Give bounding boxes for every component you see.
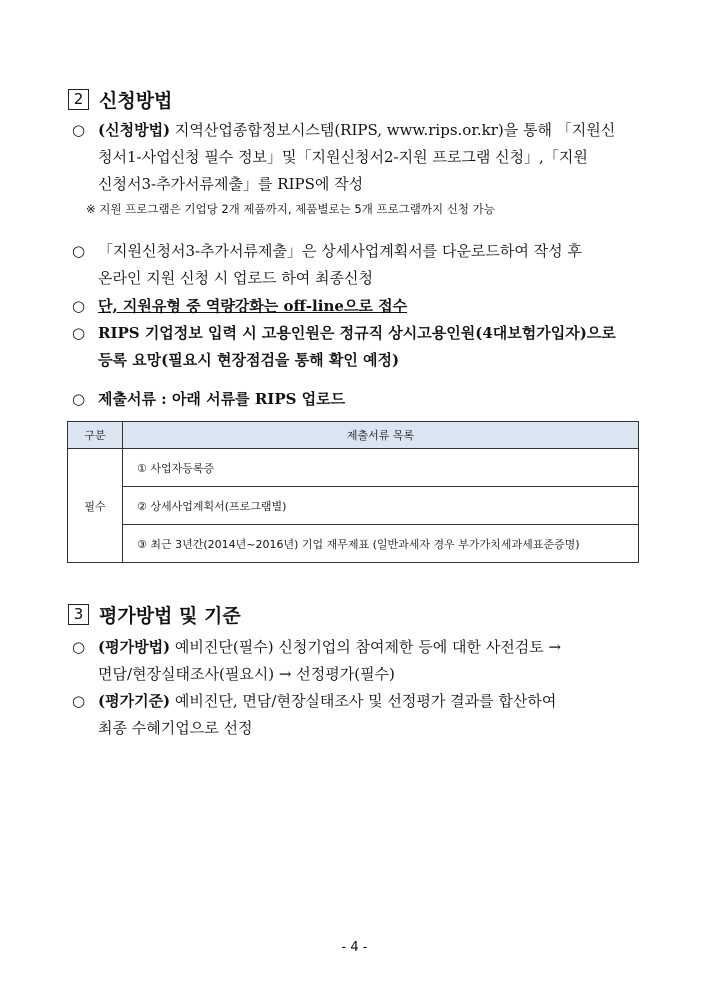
bullet-evaluation-method: ○ (평가방법) 예비진단(필수) 신청기업의 참여제한 등에 대한 사전검토 → 면담/현장실태조사(필요시) → 선정평가(필수)	[72, 638, 562, 683]
bullet-lead: (평가기준)	[98, 692, 171, 710]
table-row	[68, 525, 639, 563]
bullet-lead: (평가방법)	[98, 638, 171, 656]
page-number: - 4 -	[341, 940, 368, 955]
bullet-submission-docs: ○ 제출서류 : 아래 서류를 RIPS 업로드	[72, 390, 346, 408]
section-title: 평가방법 및 기준	[99, 605, 241, 627]
section-number: 3	[68, 604, 89, 625]
section-title: 신청방법	[99, 90, 173, 112]
submission-docs-table	[67, 421, 639, 563]
table-header: 제출서류 목록	[123, 422, 639, 449]
bullet-application-method: ○ (신청방법) 지역산업종합정보시스템(RIPS, www.rips.or.kr)을 통해 「지원신 청서1-사업신청 필수 정보」및「지원신청서2-지원 프로그램 신청」,「지원 신청서3-추가서류제출」를 RIPS에 작성	[72, 121, 616, 193]
bullet-additional-docs: ○ 「지원신청서3-추가서류제출」은 상세사업계획서를 다운로드하여 작성 후 온라인 지원 신청 시 업로드 하여 최종신청	[72, 242, 582, 287]
table-header: 구분	[68, 422, 123, 449]
section-2-heading	[68, 86, 172, 113]
table-row	[68, 487, 639, 525]
table-cell: ② 상세사업계획서(프로그램별)	[123, 487, 639, 525]
bullet-lead: (신청방법)	[98, 121, 171, 139]
table-category: 필수	[68, 449, 123, 563]
section-3-heading	[68, 601, 241, 628]
bullet-offline: ○ 단, 지원유형 중 역량강화는 off-line으로 접수	[72, 297, 408, 315]
table-row	[68, 449, 639, 487]
table-header-row	[68, 422, 639, 449]
bullet-evaluation-criteria: ○ (평가기준) 예비진단, 면담/현장실태조사 및 선정평가 결과를 합산하여 최종 수혜기업으로 선정	[72, 692, 557, 737]
table-cell: ① 사업자등록증	[123, 449, 639, 487]
section-number: 2	[68, 89, 89, 110]
table-cell: ③ 최근 3년간(2014년~2016년) 기업 재무제표 (일반과세자 경우 부가가치세과세표준증명)	[123, 525, 639, 563]
bullet-employees: ○ RIPS 기업정보 입력 시 고용인원은 정규직 상시고용인원(4대보험가입자)으로 등록 요망(필요시 현장점검을 통해 확인 예정)	[72, 324, 616, 369]
program-limit-note: ※ 지원 프로그램은 기업당 2개 제품까지, 제품별로는 5개 프로그램까지 신청 가능	[86, 202, 495, 216]
